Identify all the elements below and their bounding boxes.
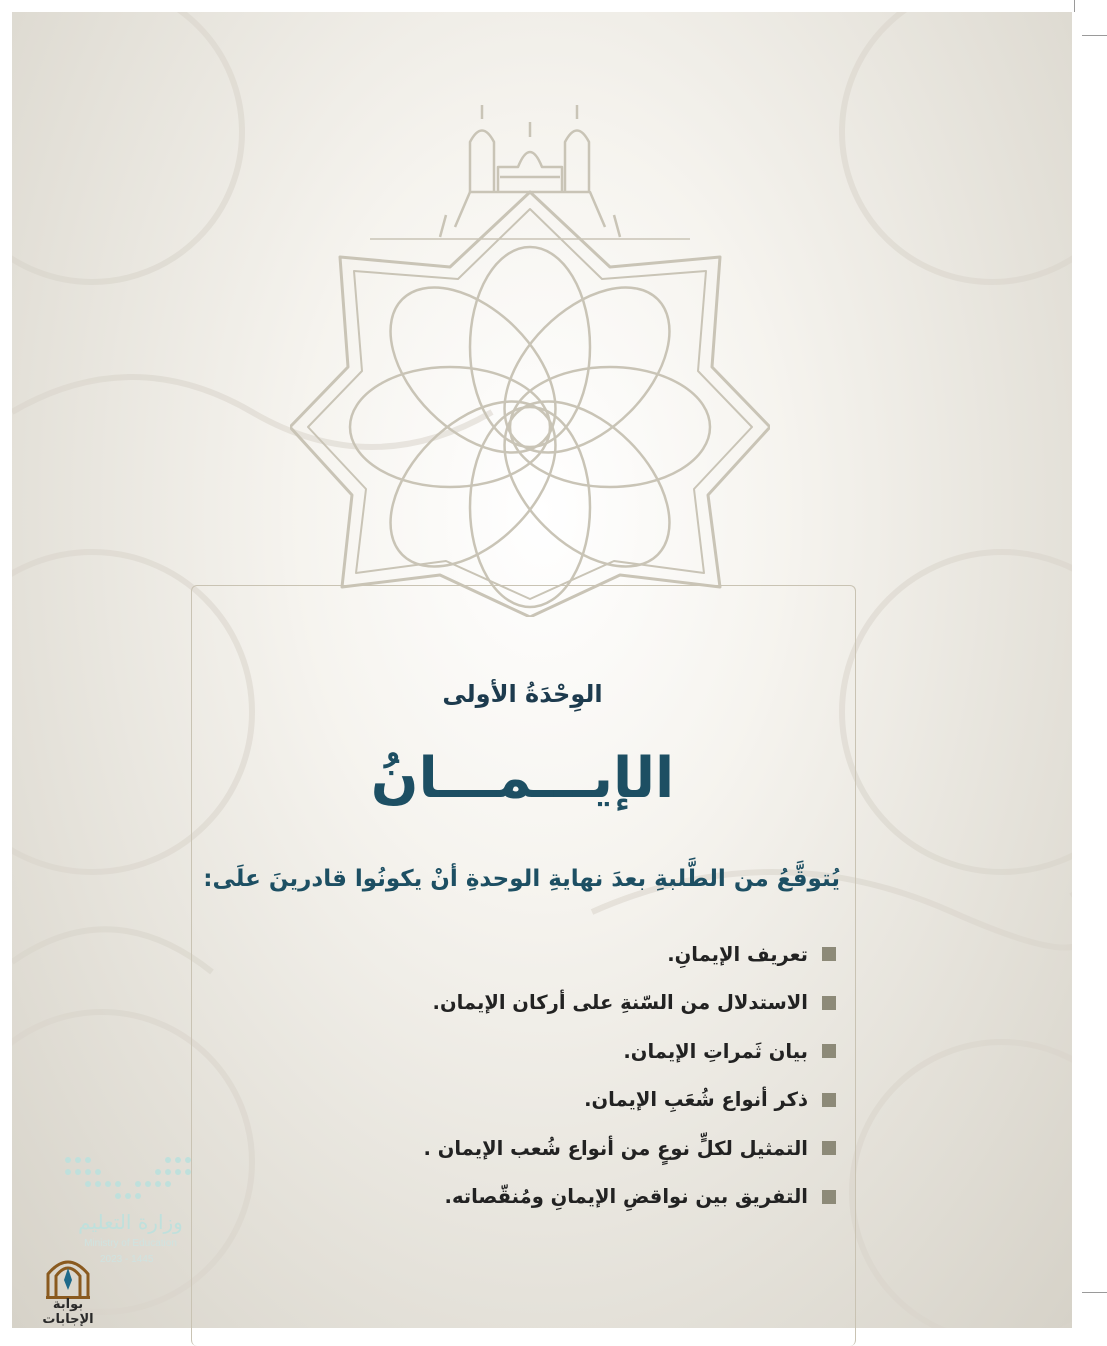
- crop-mark: [1082, 35, 1107, 36]
- objective-text: التمثيل لكلٍّ نوعٍ من أنواع شُعب الإيمان .: [423, 1136, 808, 1160]
- list-item: [300, 1027, 840, 1076]
- list-item: [300, 979, 840, 1028]
- crop-mark: [1074, 0, 1075, 12]
- list-item: [300, 930, 840, 979]
- square-bullet-icon: [822, 1190, 836, 1204]
- intro-text: يُتوقَّعُ من الطَّلبةِ بعدَ نهايةِ الوحدةِ أنْ يكونُوا قادرينَ علَى:: [203, 866, 840, 892]
- objectives-list: [300, 930, 840, 1221]
- list-item: [300, 1076, 840, 1125]
- crop-mark: [1082, 1292, 1107, 1293]
- objective-text: ذكر أنواع شُعَبِ الإيمان.: [584, 1088, 808, 1112]
- mosque-emblem-icon: [290, 97, 770, 617]
- unit-label: الوِحْدَةُ الأولى: [442, 680, 603, 708]
- ministry-year: 2023 - 1445: [100, 1254, 154, 1265]
- ministry-logo-icon: [58, 1152, 198, 1202]
- square-bullet-icon: [822, 996, 836, 1010]
- list-item: [300, 1124, 840, 1173]
- portal-name: بوابة الإجابات: [42, 1297, 94, 1327]
- square-bullet-icon: [822, 947, 836, 961]
- list-item: [300, 1173, 840, 1222]
- ministry-name: وزارة التعليم: [78, 1210, 183, 1234]
- objective-text: تعريف الإيمانِ.: [667, 942, 808, 966]
- square-bullet-icon: [822, 1044, 836, 1058]
- square-bullet-icon: [822, 1141, 836, 1155]
- unit-title: الإيـــمـــانُ: [370, 746, 675, 811]
- objective-text: الاستدلال من السّنةِ على أركان الإيمان.: [432, 991, 808, 1015]
- objective-text: التفريق بين نواقضِ الإيمانِ ومُنقّصاته.: [444, 1185, 808, 1209]
- objective-text: بيان ثَمراتِ الإيمان.: [623, 1039, 808, 1063]
- portal-logo-icon: [42, 1254, 94, 1300]
- ministry-name-en: Ministry of Education: [84, 1238, 177, 1249]
- square-bullet-icon: [822, 1093, 836, 1107]
